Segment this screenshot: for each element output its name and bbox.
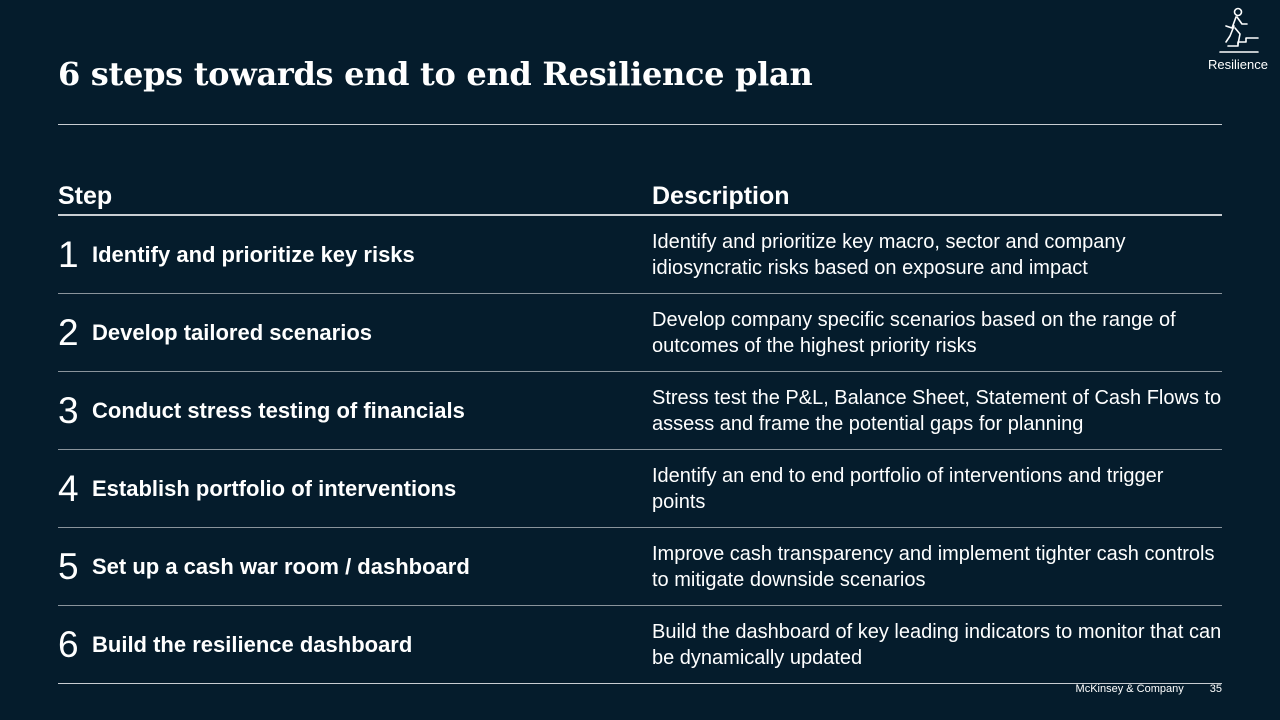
- step-cell: [58, 470, 652, 507]
- footer-company: McKinsey & Company: [1075, 683, 1184, 695]
- step-number: 6: [58, 624, 79, 665]
- step-number: 3: [58, 390, 79, 431]
- resilience-badge: [1200, 6, 1276, 72]
- step-number: 2: [58, 312, 79, 353]
- step-cell: [58, 236, 652, 273]
- page-title: 6 steps towards end to end Resilience plan: [58, 55, 813, 93]
- step-description: Develop company specific scenarios based on the range of outcomes of the highest priority risks: [652, 308, 1176, 357]
- title-divider: [58, 124, 1222, 125]
- badge-label: Resilience: [1208, 57, 1268, 72]
- step-label: Establish portfolio of interventions: [92, 475, 457, 501]
- steps-table: [58, 180, 1222, 684]
- step-description: Identify and prioritize key macro, sector and company idiosyncratic risks based on exposure and impact: [652, 230, 1126, 279]
- step-description: Identify an end to end portfolio of interventions and trigger points: [652, 464, 1164, 513]
- step-label: Develop tailored scenarios: [92, 319, 372, 345]
- step-cell: [58, 392, 652, 429]
- step-cell: [58, 314, 652, 351]
- step-cell: [58, 548, 652, 585]
- step-label: Build the resilience dashboard: [92, 631, 413, 657]
- table-header: [58, 180, 1222, 216]
- column-header-step: Step: [58, 182, 113, 210]
- table-row: [58, 372, 1222, 450]
- step-number: 5: [58, 546, 79, 587]
- table-row: [58, 528, 1222, 606]
- step-number: 1: [58, 234, 79, 275]
- table-row: [58, 450, 1222, 528]
- step-description: Build the dashboard of key leading indicators to monitor that can be dynamically updated: [652, 620, 1222, 669]
- footer: [1076, 683, 1222, 695]
- step-cell: [58, 626, 652, 663]
- step-label: Identify and prioritize key risks: [92, 241, 415, 267]
- table-row: [58, 606, 1222, 684]
- step-label: Conduct stress testing of financials: [92, 397, 465, 423]
- step-number: 4: [58, 468, 79, 509]
- step-label: Set up a cash war room / dashboard: [92, 553, 470, 579]
- table-row: [58, 216, 1222, 294]
- person-climbing-stairs-icon: [1214, 6, 1262, 54]
- step-description: Improve cash transparency and implement tighter cash controls to mitigate downside scenarios: [652, 542, 1215, 591]
- table-row: [58, 294, 1222, 372]
- step-description: Stress test the P&L, Balance Sheet, Statement of Cash Flows to assess and frame the potential gaps for planning: [652, 386, 1222, 435]
- column-header-description: Description: [652, 182, 790, 210]
- page-number: 35: [1209, 683, 1222, 695]
